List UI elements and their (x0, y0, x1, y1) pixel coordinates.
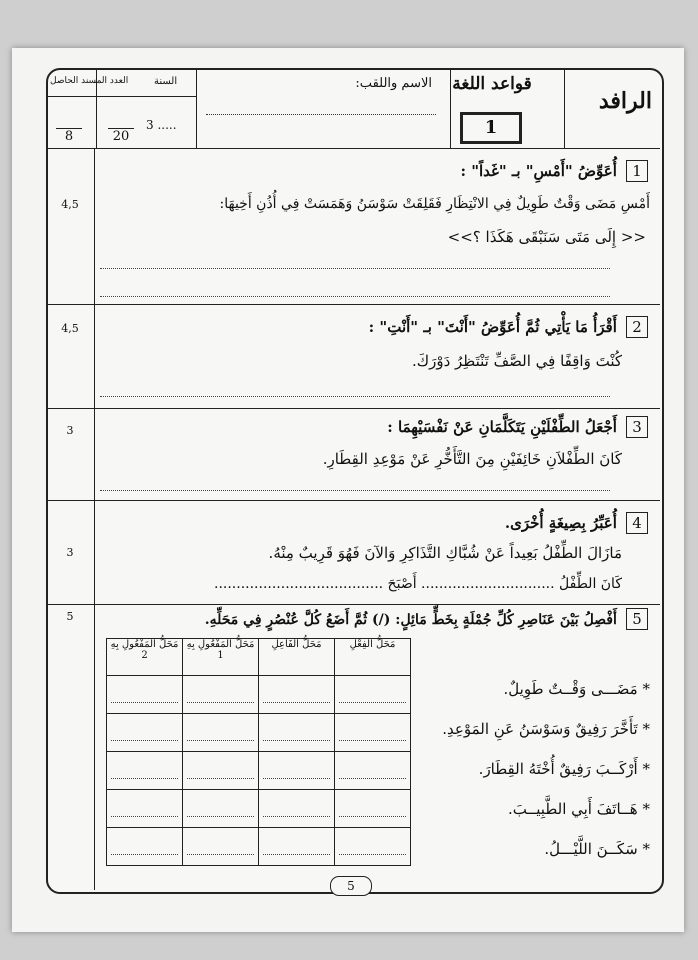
section-divider (46, 148, 660, 149)
year-label: السنة (154, 76, 178, 87)
question-text-line: << إِلَى مَتَى سَنَبْقَى هَكَذَا ؟>> (447, 228, 646, 246)
name-label: الاسم واللقب: (355, 76, 432, 91)
question-number: 4 (626, 512, 648, 534)
question-number: 1 (626, 160, 648, 182)
table-cell[interactable] (183, 752, 259, 790)
question-text-line: مَازَالَ الطِّفْلُ بَعِيداً عَنْ شُبَّاكِ التَّذَاكِرِ وَالآنَ فَهُوَ قَرِيبٌ مِنْهُ. (268, 544, 622, 562)
year-value: 3 ..... (146, 118, 177, 132)
table-header: مَحَلُّ الفَاعِلِ (259, 639, 335, 676)
answer-table (106, 638, 411, 866)
table-cell[interactable] (107, 828, 183, 866)
section-score: 4,5 (61, 322, 79, 335)
table-cell[interactable] (259, 676, 335, 714)
answer-line[interactable] (100, 296, 610, 297)
table-cell[interactable] (183, 714, 259, 752)
question-5 (88, 608, 648, 630)
table-cell[interactable] (335, 790, 411, 828)
question-3 (88, 416, 648, 438)
sentence-item: * أَرْكَــبَ رَفِيقٌ أُخْتَهُ القِطَارَ. (478, 760, 650, 778)
table-cell[interactable] (183, 790, 259, 828)
sentence-item: * تَأَخَّرَ رَفِيقٌ وَسَوْسَنُ عَنِ المَوْعِدِ. (442, 720, 650, 738)
sentence-item: * سَكَــنَ اللَّيْـــلُ. (544, 840, 650, 858)
section-score: 5 (66, 610, 74, 623)
section-score: 4,5 (61, 198, 79, 211)
table-cell[interactable] (259, 714, 335, 752)
header-divider (196, 68, 197, 148)
section-divider (46, 604, 660, 605)
table-row (107, 752, 411, 790)
question-4 (88, 512, 648, 534)
table-header: مَحَلُّ المَفْعُولِ بِهِ 2 (107, 639, 183, 676)
table-cell[interactable] (107, 752, 183, 790)
question-instruction: أُعَبِّرُ بِصِيغَةٍ أُخْرَى. (504, 514, 617, 532)
section-score: 3 (66, 424, 74, 437)
table-cell[interactable] (335, 676, 411, 714)
sentence-item: * هَــاتَفَ أَبِي الطَّبِيــبَ. (507, 800, 650, 818)
grade-total: 20 (108, 128, 134, 144)
question-1 (108, 160, 648, 182)
brand-logo: الرافد (598, 88, 652, 114)
table-cell[interactable] (259, 790, 335, 828)
table-cell[interactable] (259, 828, 335, 866)
answer-line[interactable] (100, 490, 610, 491)
section-score: 3 (66, 546, 74, 559)
grade-obtained: 8 (56, 128, 82, 144)
worksheet-header (46, 68, 660, 148)
grade-label: العدد المسند الحاصل (50, 76, 129, 86)
question-number: 3 (626, 416, 648, 438)
question-instruction: أَقْرَأُ مَا يَأْتِي ثُمَّ أُعَوِّضُ "أَنْتَ" بـ "أَنْتِ" : (368, 318, 617, 336)
question-text-line: كَانَ الطِّفْلُ .............................. أَصْبَحَ ...................................... (214, 576, 622, 592)
subject-title: قواعد اللغة (452, 74, 532, 94)
question-instruction: أَجْعَلُ الطِّفْلَيْنِ يَتَكَلَّمَانِ عَنْ نَفْسَيْهِمَا : (387, 418, 617, 436)
sentence-item: * مَضَـــى وَقْــتٌ طَوِيلٌ. (503, 680, 650, 698)
question-number: 5 (626, 608, 648, 630)
table-header: مَحَلُّ المَفْعُولِ بِهِ 1 (183, 639, 259, 676)
question-text-line: كَانَ الطِّفْلاَنِ خَائِفَيْنِ مِنَ التَّأَخُّرِ عَنْ مَوْعِدِ القِطَارِ. (322, 450, 622, 468)
name-field[interactable] (206, 114, 436, 115)
section-divider (46, 304, 660, 305)
question-instruction: أَفْصِلُ بَيْنَ عَنَاصِرِ كُلِّ جُمْلَةٍ بِخَطٍّ مَائِلٍ: (/) ثُمَّ أَضَعُ كُلَّ عُنْصُرٍ فِي مَحَلِّهِ. (204, 612, 617, 628)
table-cell[interactable] (107, 790, 183, 828)
table-cell[interactable] (335, 714, 411, 752)
table-header: مَحَلُّ الفِعْلِ (335, 639, 411, 676)
table-cell[interactable] (259, 752, 335, 790)
table-cell[interactable] (107, 714, 183, 752)
section-divider (46, 500, 660, 501)
question-number: 2 (626, 316, 648, 338)
section-divider (46, 408, 660, 409)
table-cell[interactable] (107, 676, 183, 714)
table-cell[interactable] (335, 752, 411, 790)
table-row (107, 790, 411, 828)
question-text-line: أَمْسِ مَضَى وَقْتٌ طَوِيلٌ فِي الانْتِظَارِ فَقَلِقَتْ سَوْسَنُ وَهَمَسَتْ فِي أُذُنِ أَخِيهَا: (219, 196, 650, 212)
table-cell[interactable] (335, 828, 411, 866)
table-row (107, 714, 411, 752)
question-2 (88, 316, 648, 338)
question-text-line: كُنْتَ وَاقِفًا فِي الصَّفِّ تَنْتَظِرُ دَوْرَكَ. (411, 352, 622, 370)
header-divider (46, 96, 196, 97)
table-row (107, 828, 411, 866)
header-divider (564, 68, 565, 148)
answer-line[interactable] (100, 396, 610, 397)
answer-line[interactable] (100, 268, 610, 269)
table-cell[interactable] (183, 676, 259, 714)
lesson-number: 1 (460, 112, 522, 144)
question-instruction: أُعَوِّضُ "أَمْسِ" بـ "غَداً" : (460, 162, 617, 180)
table-cell[interactable] (183, 828, 259, 866)
page-number: 5 (330, 876, 372, 896)
table-row (107, 676, 411, 714)
